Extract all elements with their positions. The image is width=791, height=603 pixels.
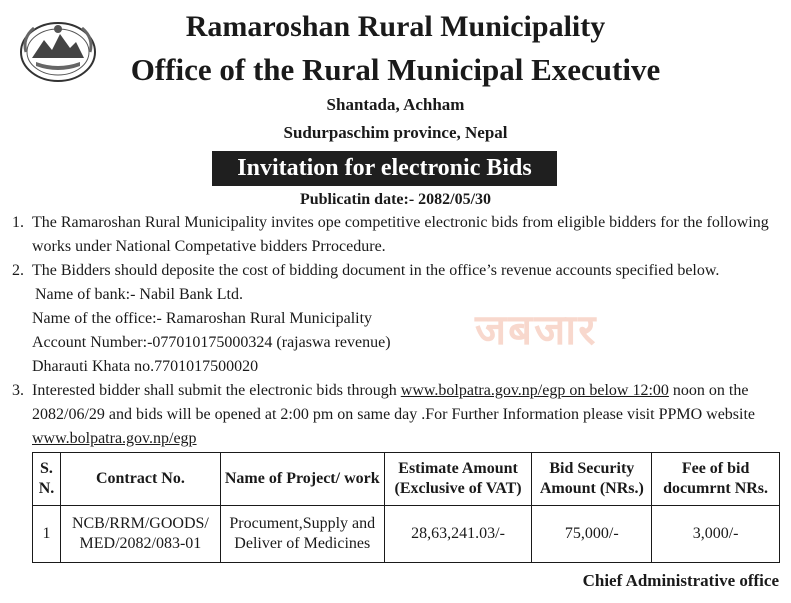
address-line-1: Shantada, Achham	[326, 95, 465, 114]
paragraph-1-number: 1.	[12, 214, 24, 231]
paragraph-1-text: The Ramaroshan Rural Municipality invites ope competitive electronic bids from eligible bidders for the following works under National Competative bidders Prrocedure.	[32, 214, 769, 255]
paragraph-1	[12, 211, 780, 259]
header-contract-no: Contract No.	[60, 453, 220, 506]
paragraph-2-text: The Bidders should deposite the cost of bidding document in the office’s revenue accounts specified below.	[32, 262, 720, 279]
cell-bid-fee: 3,000/-	[652, 506, 780, 563]
bank-name-line: Name of bank:- Nabil Bank Ltd.	[35, 286, 243, 303]
table-row	[33, 506, 780, 563]
cell-sn: 1	[33, 506, 61, 563]
invitation-banner: Invitation for electronic Bids	[212, 151, 557, 186]
header-sn: S. N.	[33, 453, 61, 506]
cell-bid-security: 75,000/-	[532, 506, 652, 563]
bid-table	[32, 452, 780, 563]
ppmo-website-link[interactable]: www.bolpatra.gov.np/egp	[32, 430, 197, 447]
office-title: Office of the Rural Municipal Executive	[130, 52, 661, 87]
paragraph-3-text-b: noon on the 2082/06/29 and bids will be opened at 2:00 pm on same day .For Further Information please visit PPMO website	[32, 382, 756, 423]
account-number-line: Account Number:-077010175000324 (rajaswa revenue)	[32, 334, 391, 351]
paragraph-3	[12, 379, 780, 451]
address-line-2: Sudurpaschim province, Nepal	[283, 123, 508, 142]
header-bid-security: Bid Security Amount (NRs.)	[532, 453, 652, 506]
paragraph-3-text-a: Interested bidder shall submit the electronic bids through	[32, 382, 401, 399]
office-name-line: Name of the office:- Ramaroshan Rural Municipality	[32, 310, 373, 327]
paragraph-2-number: 2.	[12, 262, 24, 279]
paragraph-2	[12, 259, 780, 379]
cell-estimate-amount: 28,63,241.03/-	[384, 506, 532, 563]
header-project-name: Name of Project/ work	[220, 453, 384, 506]
cell-contract-no: NCB/RRM/GOODS/ MED/2082/083-01	[60, 506, 220, 563]
watermark-text: जबजार	[475, 305, 598, 354]
bolpatra-egp-link[interactable]: www.bolpatra.gov.np/egp on below 12:00	[400, 382, 669, 399]
chief-administrative-office: Chief Administrative office	[582, 571, 779, 590]
cell-project-name: Procument,Supply and Deliver of Medicines	[220, 506, 384, 563]
publication-date: Publicatin date:- 2082/05/30	[299, 191, 492, 208]
header-estimate-amount: Estimate Amount (Exclusive of VAT)	[384, 453, 532, 506]
paragraph-3-number: 3.	[12, 382, 24, 399]
dharauti-khata-line: Dharauti Khata no.7701017500020	[32, 358, 259, 375]
header-bid-fee: Fee of bid documrnt NRs.	[652, 453, 780, 506]
municipality-title: Ramaroshan Rural Municipality	[185, 10, 606, 43]
table-header-row	[33, 453, 780, 506]
